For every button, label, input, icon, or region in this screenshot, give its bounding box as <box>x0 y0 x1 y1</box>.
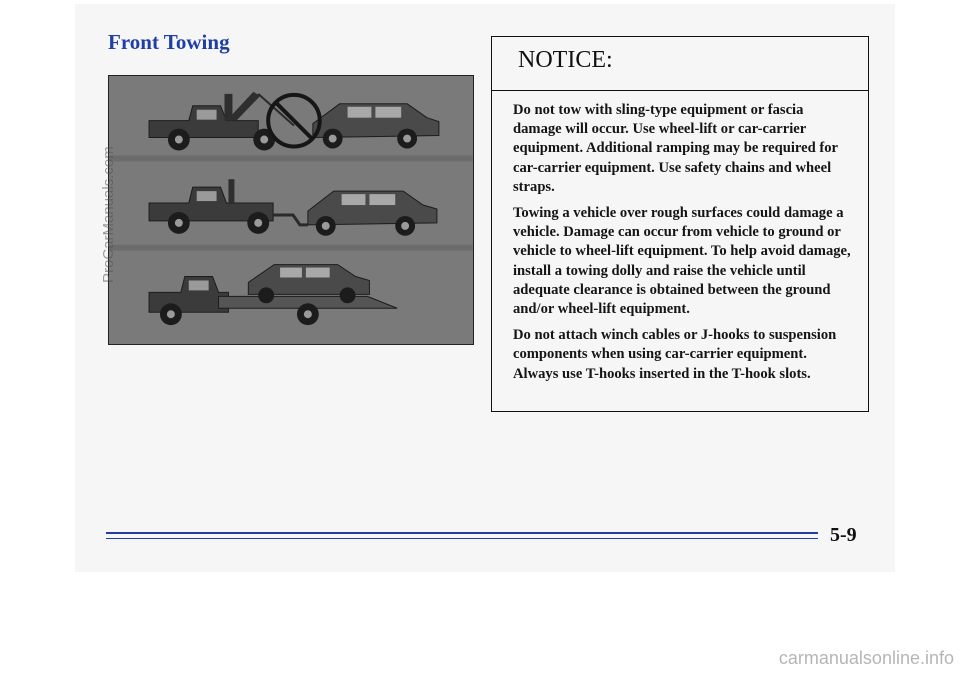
notice-title: NOTICE: <box>492 37 868 91</box>
towing-illustration-svg <box>109 76 473 344</box>
section-heading: Front Towing <box>108 30 230 54</box>
watermark-vertical: ProCarManuals.com <box>100 146 117 284</box>
notice-paragraph: Do not tow with sling-type equipment or fascia damage will occur. Use wheel-lift or car-carrier equipment. Additional ramping may be required for car-carrier equipment. Use safety chains and wheel straps. <box>513 102 838 195</box>
watermark-bottom: carmanualsonline.info <box>778 648 954 668</box>
towing-methods-illustration <box>108 75 474 345</box>
notice-box <box>491 36 869 412</box>
notice-body <box>492 91 868 384</box>
page-number: 5-9 <box>830 524 857 546</box>
footer-rule-thin <box>106 538 818 539</box>
notice-paragraph: Towing a vehicle over rough surfaces could damage a vehicle. Damage can occur from vehicle to ground or vehicle to wheel-lift equipment. To help avoid damage, install a towing dolly and raise the vehicle until adequate clearance is obtained between the ground and/or wheel-lift equipment. <box>513 205 851 318</box>
notice-paragraph: Do not attach winch cables or J-hooks to suspension components when using car-carrier equipment. Always use T-hooks inserted in the T-hook slots. <box>513 327 837 382</box>
footer-rule <box>106 532 818 534</box>
